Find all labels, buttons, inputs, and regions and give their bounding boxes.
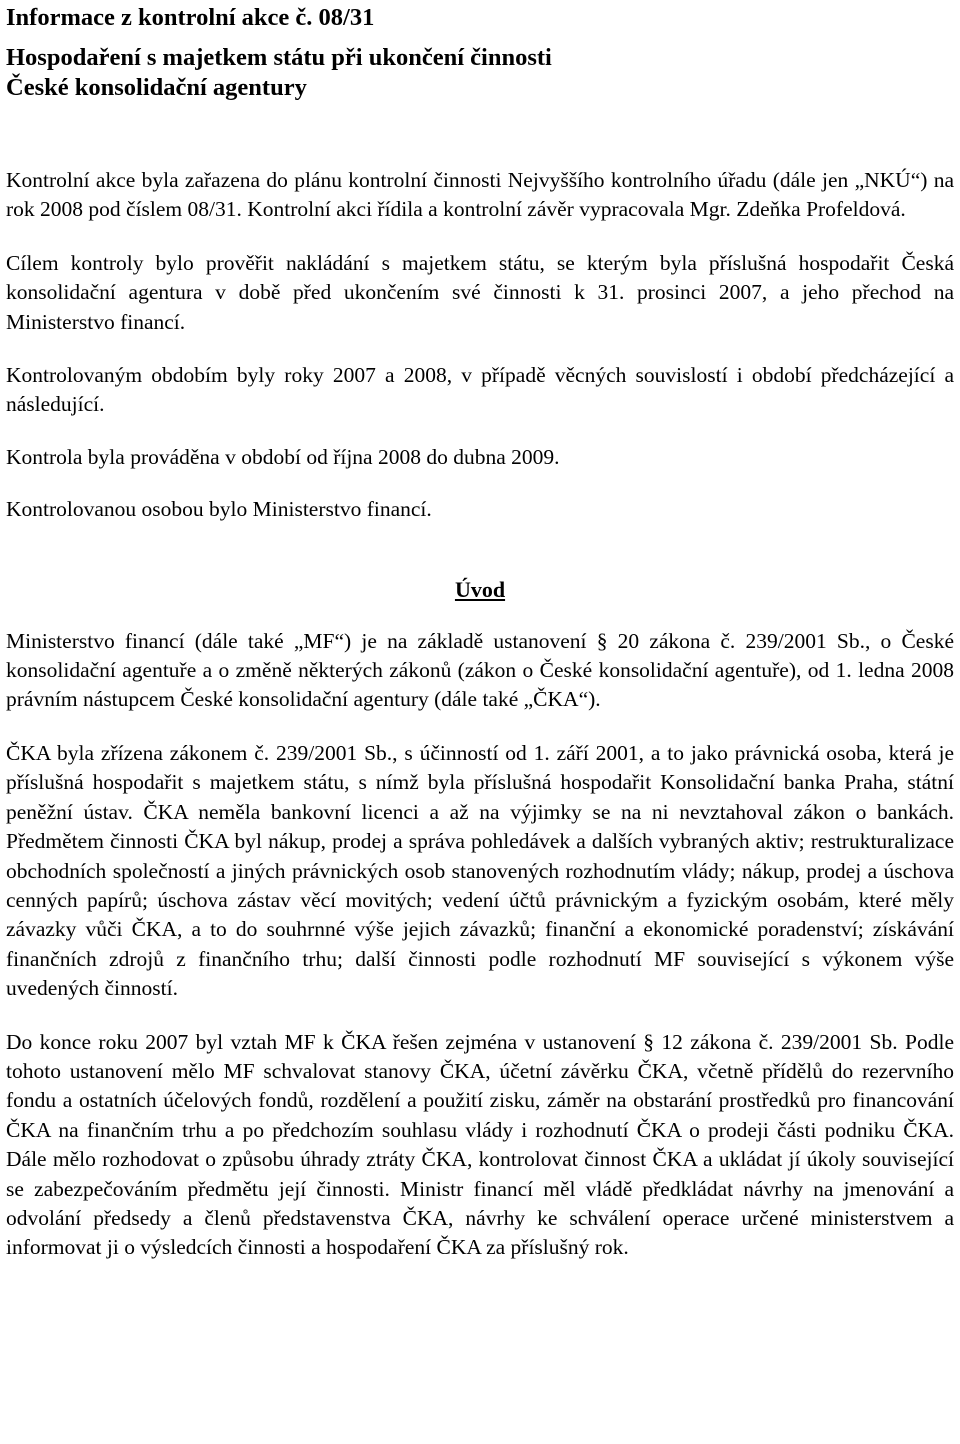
title-spacer xyxy=(6,33,954,43)
spacer xyxy=(6,525,954,575)
title-line-1: Informace z kontrolní akce č. 08/31 xyxy=(6,4,375,31)
spacer xyxy=(6,103,954,166)
document-title xyxy=(6,0,954,103)
title-line-3: České konsolidační agentury xyxy=(6,74,307,101)
intro-paragraph-4: Kontrola byla prováděna v období od října 2008 do dubna 2009. xyxy=(6,444,560,469)
section-heading: Úvod xyxy=(454,576,506,602)
intro-paragraph-3: Kontrolovaným obdobím byly roky 2007 a 2008, v případě věcných souvislostí i období předcházející a následující. xyxy=(6,363,954,417)
spacer xyxy=(6,605,954,627)
spacer xyxy=(6,225,954,249)
intro-paragraph-2: Cílem kontroly bylo prověřit nakládání s majetkem státu, se kterým byla příslušná hospodařit Česká konsolidační agentura v době před ukončením své činnosti k 31. prosinci 2007, a jeho přechod na Ministerstvo financí. xyxy=(6,250,954,334)
spacer xyxy=(6,715,954,739)
spacer xyxy=(6,1004,954,1028)
section-paragraph-2: ČKA byla zřízena zákonem č. 239/2001 Sb., s účinností od 1. září 2001, a to jako právnická osoba, která je příslušná hospodařit s majetkem státu, s nímž byla příslušná hospodařit Konsolidační banka Praha, státní peněžní ústav. ČKA neměla bankovní licenci a až na výjimky se na ni nevztahoval zákon o bankách. Předmětem činnosti ČKA byl nákup, prodej a správa pohledávek a dalších vybraných aktiv; restrukturalizace obchodních společností a jiných právnických osob stanovených rozhodnutím vlády; nákup, prodej a úschova cenných papírů; úschova zástav věcí movitých; vedení účtů právnickým a fyzickým osobám, které měly závazky vůči ČKA, a to do souhrnné výše jejich závazků; finanční a ekonomické poradenství; získávání finančních zdrojů z finančního trhu; další činnosti podle rozhodnutí MF související s výkonem výše uvedených činností. xyxy=(6,740,954,1001)
intro-paragraph-1: Kontrolní akce byla zařazena do plánu kontrolní činnosti Nejvyššího kontrolního úřadu (dále jen „NKÚ“) na rok 2008 pod číslem 08/31. Kontrolní akci řídila a kontrolní závěr vypracovala Mgr. Zdeňka Profeldová. xyxy=(6,168,954,222)
spacer xyxy=(6,420,954,443)
spacer xyxy=(6,472,954,495)
section-paragraph-1: Ministerstvo financí (dále také „MF“) je na základě ustanovení § 20 zákona č. 239/2001 Sb., o České konsolidační agentuře a o změně některých zákonů (zákon o České konsolidační agentuře), od 1. ledna 2008 právním nástupcem České konsolidační agentury (dále také „ČKA“). xyxy=(6,628,954,712)
section-paragraph-3: Do konce roku 2007 byl vztah MF k ČKA řešen zejména v ustanovení § 12 zákona č. 239/2001 Sb. Podle tohoto ustanovení mělo MF schvalovat stanovy ČKA, účetní závěrku ČKA, včetně přídělů do rezervního fondu a ostatních účelových fondů, rozdělení a použití zisku, záměr na obstarání prostředků pro financování ČKA na finančním trhu a po předchozím souhlasu vlády i rozhodnutí ČKA o prodeji části podniku ČKA. Dále mělo rozhodovat o způsobu úhrady ztráty ČKA, kontrolovat činnost ČKA a ukládat jí úkoly související se zabezpečováním předmětu její činnosti. Ministr financí měl vládě předkládat návrhy na jmenování a odvolání předsedy a členů představenstva ČKA, návrhy ke schválení operace určené ministerstvem a informovat ji o výsledcích činnosti a hospodaření ČKA za příslušný rok. xyxy=(6,1029,954,1260)
intro-paragraph-5: Kontrolovanou osobou bylo Ministerstvo financí. xyxy=(6,497,432,522)
title-line-2: Hospodaření s majetkem státu při ukončení činnosti xyxy=(6,44,552,71)
spacer xyxy=(6,337,954,361)
